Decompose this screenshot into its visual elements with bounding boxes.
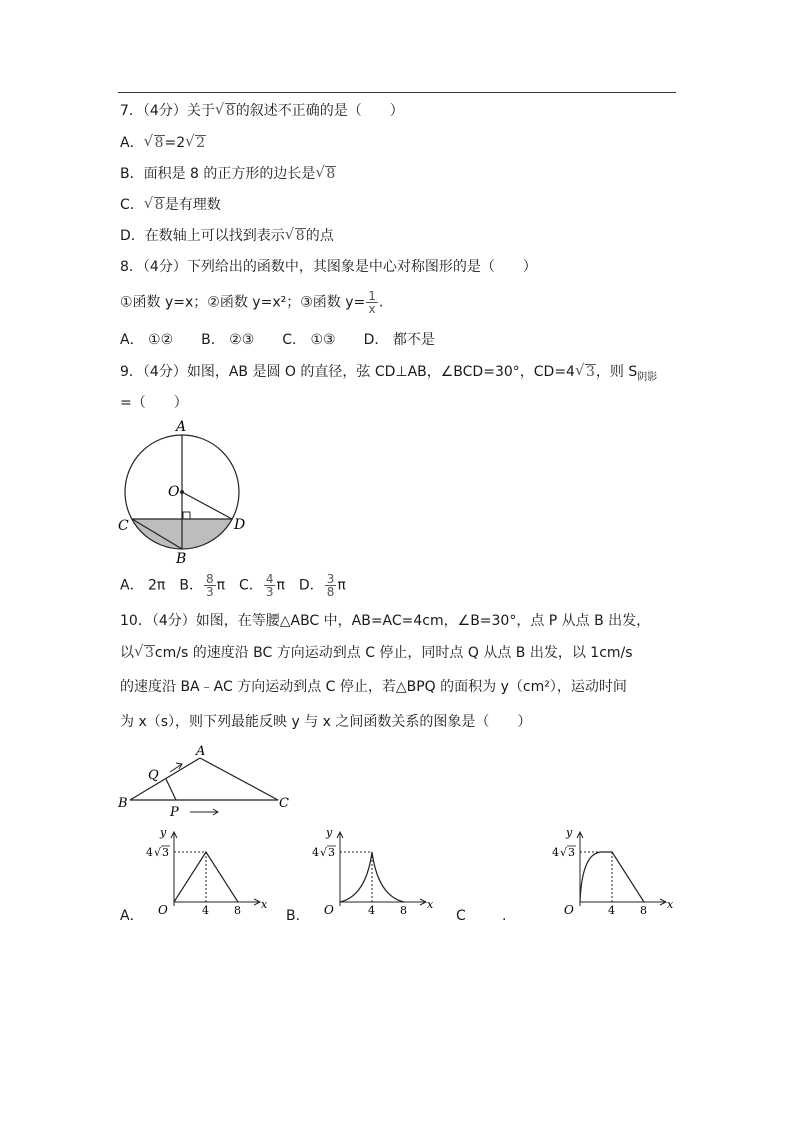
q10-arrow-q (170, 764, 182, 772)
q10-choice-dot: . (502, 908, 507, 924)
svg-text:8: 8 (640, 904, 647, 917)
q9-right-angle-mark (183, 512, 190, 519)
q10-label-p: P (170, 805, 179, 820)
q7-c-sqrt: √ 8 (145, 195, 165, 215)
q10-choice-b: B． (286, 908, 310, 924)
q10-side-ba (130, 758, 200, 800)
q10-graph-c (546, 822, 676, 918)
svg-text:y: y (566, 826, 573, 839)
q10-segment-pq (166, 779, 176, 800)
svg-text:4: 4 (202, 904, 209, 917)
svg-text:x: x (667, 898, 674, 911)
q10-label-q: Q (148, 768, 159, 783)
svg-text:√: √ (560, 846, 568, 859)
svg-text:4: 4 (312, 846, 319, 859)
q9-stem: 9．（4分）如图，AB 是圆 O 的直径，弦 CD⊥AB，∠BCD=30°，CD=4√ 3，则 $S_{阴影}$ (120, 362, 657, 384)
svg-text:x: x (261, 898, 268, 911)
q8-fraction: $\frac{1}{x}$ (368, 289, 376, 316)
q9-frac-b: $\frac{8}{3}$ (205, 572, 214, 599)
q7-option-d: D．在数轴上可以找到表示√ 8的点 (120, 226, 334, 246)
svg-text:4: 4 (552, 846, 559, 859)
q10-label-c: C (279, 796, 289, 811)
q8-functions: ①函数 y=x；②函数 y=x²；③函数 y= $\frac{1}{x}$ . (120, 289, 384, 316)
q7-stem-text: 7．（4分）关于 (120, 103, 215, 119)
q10-label-a: A (196, 744, 206, 759)
header-rule (118, 92, 676, 93)
q10-side-ac (200, 758, 278, 800)
q9-label-a: A (176, 419, 187, 435)
svg-text:3: 3 (568, 846, 575, 859)
q10-line2: 以√ 3cm/s 的速度沿 BC 方向运动到点 C 停止，同时点 Q 从点 B 出发，以 1cm/s (120, 643, 633, 663)
q10-label-b: B (118, 796, 128, 811)
q7-d-sqrt: √ 8 (286, 226, 306, 246)
svg-text:√: √ (154, 846, 162, 859)
q10-choice-c: C (456, 908, 466, 924)
svg-text:4: 4 (368, 904, 375, 917)
svg-text:3: 3 (162, 846, 169, 859)
q7-a-sqrt1: √ 8 (145, 133, 165, 153)
q10-sqrt: √ 3 (135, 643, 155, 663)
q9-label-o: O (168, 484, 180, 500)
svg-text:8: 8 (400, 904, 407, 917)
q7-option-a: A．√ 8=2√ 2 (120, 133, 206, 153)
svg-text:O: O (158, 903, 168, 917)
svg-text:y: y (326, 826, 333, 839)
q9-label-d: D (234, 517, 246, 533)
svg-text:4: 4 (146, 846, 153, 859)
q10-graph-b (306, 822, 436, 918)
svg-text:√: √ (320, 846, 328, 859)
q7-a-sqrt2: √ 2 (186, 133, 206, 153)
q9-label-c: C (118, 518, 129, 534)
q10-line4: 为 x（s），则下列最能反映 y 与 x 之间函数关系的图象是（ ） (120, 714, 532, 730)
q7-option-b: B．面积是 8 的正方形的边长是√ 8 (120, 164, 336, 184)
svg-text:O: O (564, 903, 574, 917)
q9-center-dot (180, 490, 184, 494)
q8-stem: 8．（4分）下列给出的函数中，其图象是中心对称图形的是（ ） (120, 259, 537, 275)
svg-text:3: 3 (328, 846, 335, 859)
q7-stem (120, 101, 404, 121)
q10-choice-a: A． (120, 908, 144, 924)
q7-option-c: C．√ 8是有理数 (120, 195, 221, 215)
q8-options: A． ①② B． ②③ C． ①③ D． 都不是 (120, 332, 435, 348)
q10-triangle-figure (112, 742, 302, 822)
q7-sqrt: √ 8 (216, 101, 236, 121)
q7-b-sqrt: √ 8 (316, 164, 336, 184)
q7-stem-tail: 的叙述不正确的是（ ） (235, 103, 404, 119)
svg-text:O: O (324, 903, 334, 917)
svg-text:8: 8 (234, 904, 241, 917)
svg-text:y: y (160, 826, 167, 839)
q9-sqrt: √ 3 (576, 362, 596, 382)
q9-stem-line2: =（ ） (120, 395, 188, 411)
q9-label-b: B (176, 551, 187, 567)
q9-options: A． 2π B． $\frac{8}{3}$ π C． $\frac{4}{3}$ π D． $\frac{3}{8}$ π (120, 572, 346, 599)
q9-frac-c: $\frac{4}{3}$ (265, 572, 274, 599)
svg-text:4: 4 (608, 904, 615, 917)
q9-circle-figure (110, 415, 255, 567)
svg-text:x: x (427, 898, 434, 911)
q10-line1: 10．（4分）如图，在等腰△ABC 中，AB=AC=4cm，∠B=30°，点 P 从点 B 出发， (120, 613, 651, 629)
q10-graph-a (140, 822, 270, 918)
q10-line3: 的速度沿 BA﹣AC 方向运动到点 C 停止，若△BPQ 的面积为 y（cm²），运动时间 (120, 679, 627, 695)
q9-frac-d: $\frac{3}{8}$ (326, 572, 335, 599)
